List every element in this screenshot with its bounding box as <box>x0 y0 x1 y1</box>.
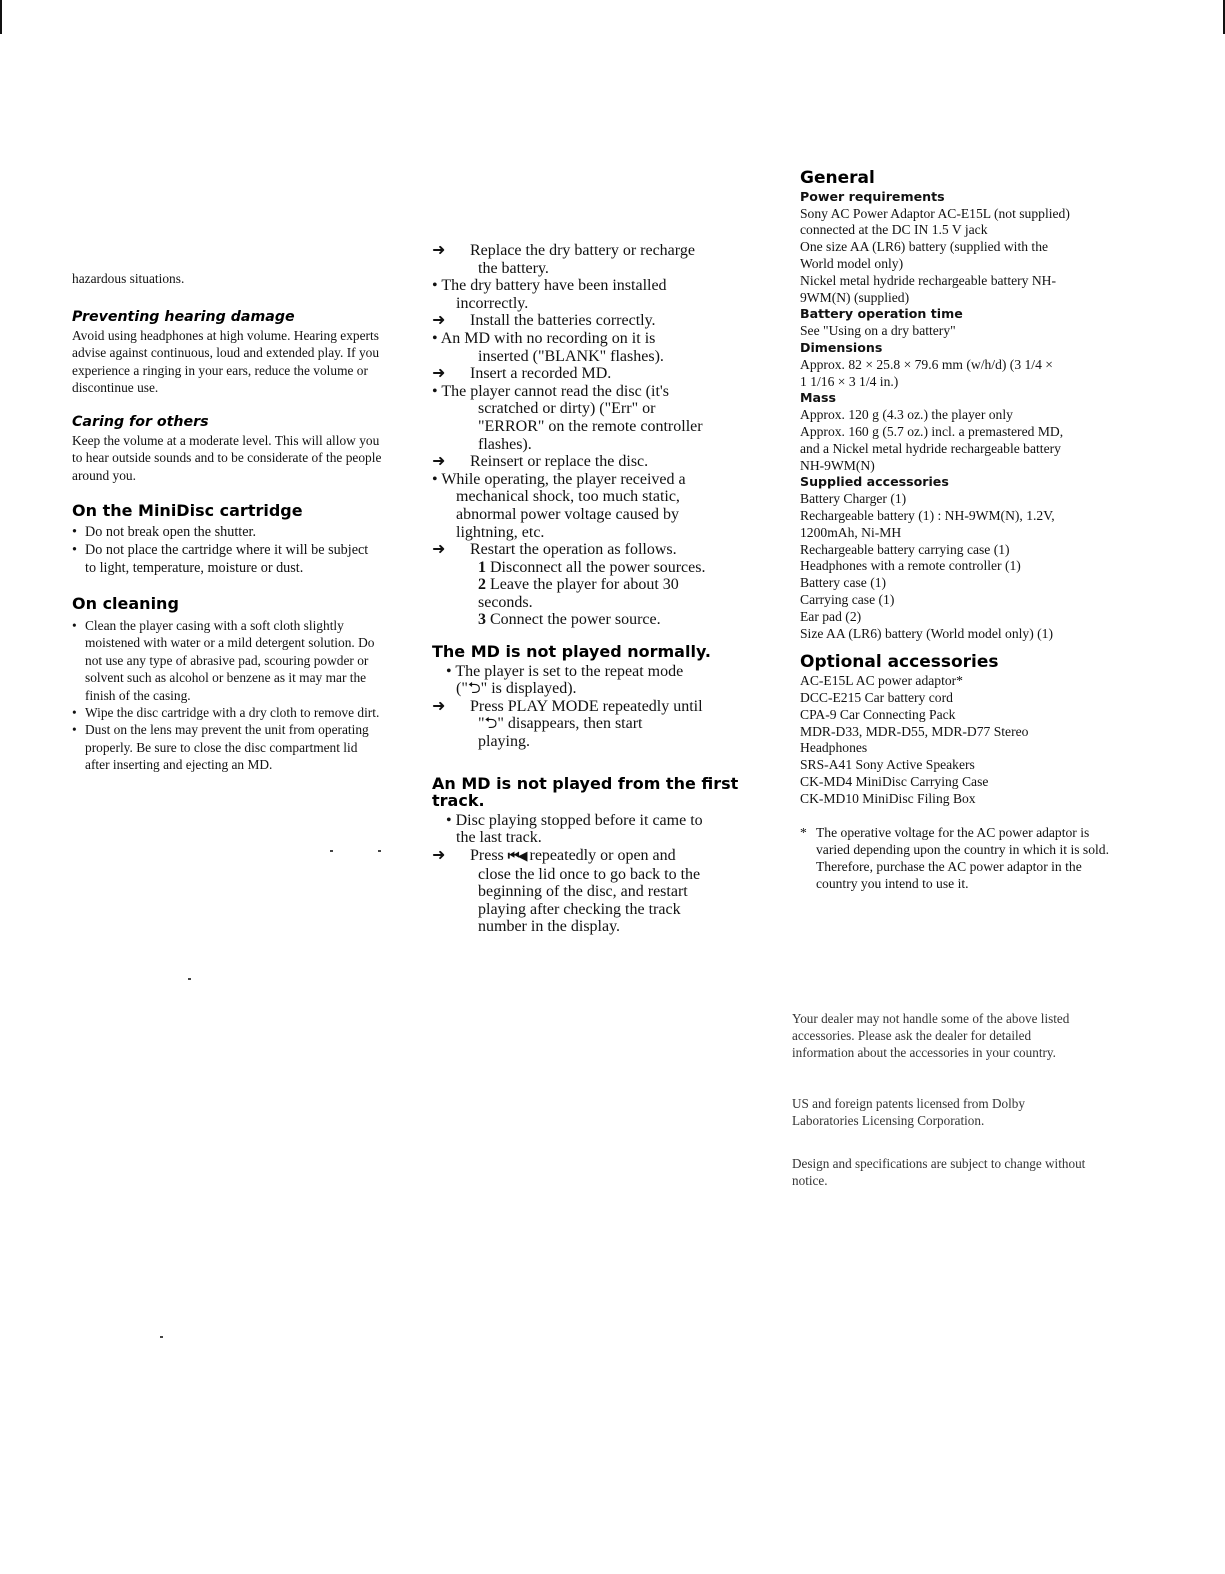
text-line: playing after checking the track <box>478 900 681 918</box>
text-line: Approx. 82 × 25.8 × 79.6 mm (w/h/d) (3 1/4 × <box>800 356 1053 372</box>
text-line: lightning, etc. <box>456 523 545 541</box>
text-line: "⮌" disappears, then start <box>478 715 643 733</box>
remedy-line: ➜ Press PLAY MODE repeatedly until <box>432 697 703 715</box>
power-requirements-label: Power requirements <box>800 188 945 204</box>
text-line: 1200mAh, Ni-MH <box>800 524 902 540</box>
step-number: 2 <box>478 576 486 594</box>
troubleshooting-column <box>432 242 744 936</box>
text-line: One size AA (LR6) battery (supplied with the <box>800 239 1049 255</box>
cause-line: • An MD with no recording on it is <box>432 329 656 347</box>
scan-speck <box>330 850 333 852</box>
step-number: 3 <box>478 611 486 629</box>
text-line: ("⮌" is displayed). <box>456 680 577 698</box>
skip-back-icon: ⏮◀ <box>507 849 526 864</box>
text-line: incorrectly. <box>456 294 529 312</box>
text-line: Headphones with a remote controller (1) <box>800 558 1021 574</box>
not-played-normally-heading: The MD is not played normally. <box>432 642 711 662</box>
not-from-first-track-heading: An MD is not played from the first track. <box>432 773 739 811</box>
footnote-star: * <box>800 825 807 841</box>
patents-notice: US and foreign patents licensed from Dolby Laboratories Licensing Corporation. <box>792 1096 1025 1128</box>
optional-accessories-heading: Optional accessories <box>800 652 999 673</box>
supplied-accessories-label: Supplied accessories <box>800 474 949 490</box>
notices <box>792 1010 1092 1189</box>
minidisc-heading: On the MiniDisc cartridge <box>72 501 303 521</box>
remedy-line: ➜ Insert a recorded MD. <box>432 365 612 383</box>
text-line: the battery. <box>478 259 549 277</box>
arrow-icon: ➜ <box>432 453 446 471</box>
scan-speck <box>378 850 381 852</box>
text-line: Nickel metal hydride rechargeable battery NH- <box>800 272 1057 288</box>
text-line: See "Using on a dry battery" <box>800 323 956 339</box>
scan-speck <box>188 978 191 980</box>
text-line: DCC-E215 Car battery cord <box>800 689 953 705</box>
remedy-line: ➜ Press ⏮◀ repeatedly or open and <box>432 847 676 864</box>
text-line: the last track. <box>456 829 542 847</box>
step-2: 2 Leave the player for about 30 <box>478 576 679 594</box>
text-line: Approx. 120 g (4.3 oz.) the player only <box>800 407 1013 423</box>
caring-body: Keep the volume at a moderate level. This will allow you to hear outside sounds and to be considerate of the people around you. <box>72 432 382 483</box>
text-line: scratched or dirty) ("Err" or <box>478 400 656 418</box>
text-line: CK-MD10 MiniDisc Filing Box <box>800 790 976 806</box>
remedy-line: ➜ Restart the operation as follows. <box>432 541 677 559</box>
text-line: Rechargeable battery carrying case (1) <box>800 541 1010 557</box>
cause-line: • Disc playing stopped before it came to <box>446 811 703 829</box>
intro-text: hazardous situations. <box>72 271 185 286</box>
step-3: 3 Connect the power source. <box>478 611 661 629</box>
text-line: inserted ("BLANK" flashes). <box>478 347 664 365</box>
text-line: number in the display. <box>478 918 621 936</box>
arrow-icon: ➜ <box>432 312 446 330</box>
cause-line: • While operating, the player received a <box>432 470 686 488</box>
text-line: Battery case (1) <box>800 575 887 591</box>
dimensions-label: Dimensions <box>800 339 883 355</box>
text-line: close the lid once to go back to the <box>478 865 701 883</box>
text-line: flashes). <box>478 435 532 453</box>
hearing-body: Avoid using headphones at high volume. Hearing experts advise against continuous, loud and extended play. If you experience a ringing in your ears, reduce the volume or discontinue use. <box>72 327 380 396</box>
list-item: • Do not place the cartridge where it will be subject to light, temperature, moisture or dust. <box>72 541 382 577</box>
list-item: • Do not break open the shutter. <box>72 523 382 541</box>
step-1: 1 Disconnect all the power sources. <box>478 558 706 576</box>
cleaning-heading: On cleaning <box>72 594 179 614</box>
precautions-column <box>72 270 382 774</box>
text-line: "ERROR" on the remote controller <box>478 417 703 435</box>
cause-line: • The dry battery have been installed <box>432 277 667 295</box>
text-line: SRS-A41 Sony Active Speakers <box>800 757 975 773</box>
text-line: Carrying case (1) <box>800 591 895 607</box>
power-requirements-text <box>800 206 1115 307</box>
text-line: Rechargeable battery (1) : NH-9WM(N), 1.2V, <box>800 507 1055 523</box>
step-number: 1 <box>478 558 486 576</box>
text-line: Sony AC Power Adaptor AC-E15L (not supplied) <box>800 205 1070 221</box>
text-line: 1 1/16 × 3 1/4 in.) <box>800 373 899 389</box>
list-item: • Dust on the lens may prevent the unit from operating properly. Be sure to close the disc compartment lid after inserting and ejecting an MD. <box>72 721 382 773</box>
left-edge-mark <box>0 0 2 34</box>
text-line: World model only) <box>800 255 904 271</box>
text-line: NH-9WM(N) <box>800 457 875 473</box>
text-line: CPA-9 Car Connecting Pack <box>800 706 956 722</box>
text-line: connected at the DC IN 1.5 V jack <box>800 222 988 238</box>
list-item: • Wipe the disc cartridge with a dry cloth to remove dirt. <box>72 704 382 721</box>
remedy-line: ➜ Replace the dry battery or recharge <box>432 242 695 259</box>
text-line: playing. <box>478 733 530 751</box>
arrow-icon: ➜ <box>432 242 446 259</box>
caring-heading: Caring for others <box>72 414 209 431</box>
text-line: Battery Charger (1) <box>800 491 907 507</box>
text-line: beginning of the disc, and restart <box>478 883 688 901</box>
design-notice: Design and specifications are subject to change without notice. <box>792 1156 1086 1188</box>
general-heading: General <box>800 168 875 188</box>
text-line: 9WM(N) (supplied) <box>800 289 910 305</box>
arrow-icon: ➜ <box>432 365 446 383</box>
list-item: • Clean the player casing with a soft cloth slightly moistened with water or a mild detergent solution. Do not use any type of abrasive pad, scouring powder or solvent such as alcohol or benzene as it may mar the finish of the casing. <box>72 617 382 704</box>
arrow-icon: ➜ <box>432 697 446 715</box>
text-line: Headphones <box>800 740 868 756</box>
cleaning-list <box>72 617 382 774</box>
specifications-column <box>800 170 1115 893</box>
scan-speck <box>160 1336 163 1338</box>
footnote: * The operative voltage for the AC power adaptor is varied depending upon the country in which it is sold. Therefore, purchase the AC power adaptor in the country you intend to use it. <box>800 825 1109 891</box>
cause-line: • The player cannot read the disc (it's <box>432 382 669 400</box>
battery-operation-label: Battery operation time <box>800 306 963 322</box>
text-line: MDR-D33, MDR-D55, MDR-D77 Stereo <box>800 723 1029 739</box>
text-line: and a Nickel metal hydride rechargeable battery <box>800 440 1061 456</box>
cause-line: • The player is set to the repeat mode <box>446 662 684 680</box>
text-line: abnormal power voltage caused by <box>456 505 680 523</box>
minidisc-list <box>72 523 382 577</box>
text-line: mechanical shock, too much static, <box>456 488 680 506</box>
text-line: AC-E15L AC power adaptor* <box>800 673 963 689</box>
dealer-notice: Your dealer may not handle some of the above listed accessories. Please ask the dealer for detailed information about the accessories in your country. <box>792 1011 1070 1060</box>
hearing-heading: Preventing hearing damage <box>72 309 295 326</box>
text-line: Size AA (LR6) battery (World model only) (1) <box>800 625 1053 641</box>
text-line: seconds. <box>478 593 533 611</box>
text-line: Approx. 160 g (5.7 oz.) incl. a premastered MD, <box>800 423 1064 439</box>
text-line: CK-MD4 MiniDisc Carrying Case <box>800 773 989 789</box>
text-line: Ear pad (2) <box>800 608 862 624</box>
arrow-icon: ➜ <box>432 847 446 864</box>
remedy-line: ➜ Install the batteries correctly. <box>432 312 656 330</box>
arrow-icon: ➜ <box>432 541 446 559</box>
remedy-line: ➜ Reinsert or replace the disc. <box>432 453 649 471</box>
mass-label: Mass <box>800 390 837 406</box>
